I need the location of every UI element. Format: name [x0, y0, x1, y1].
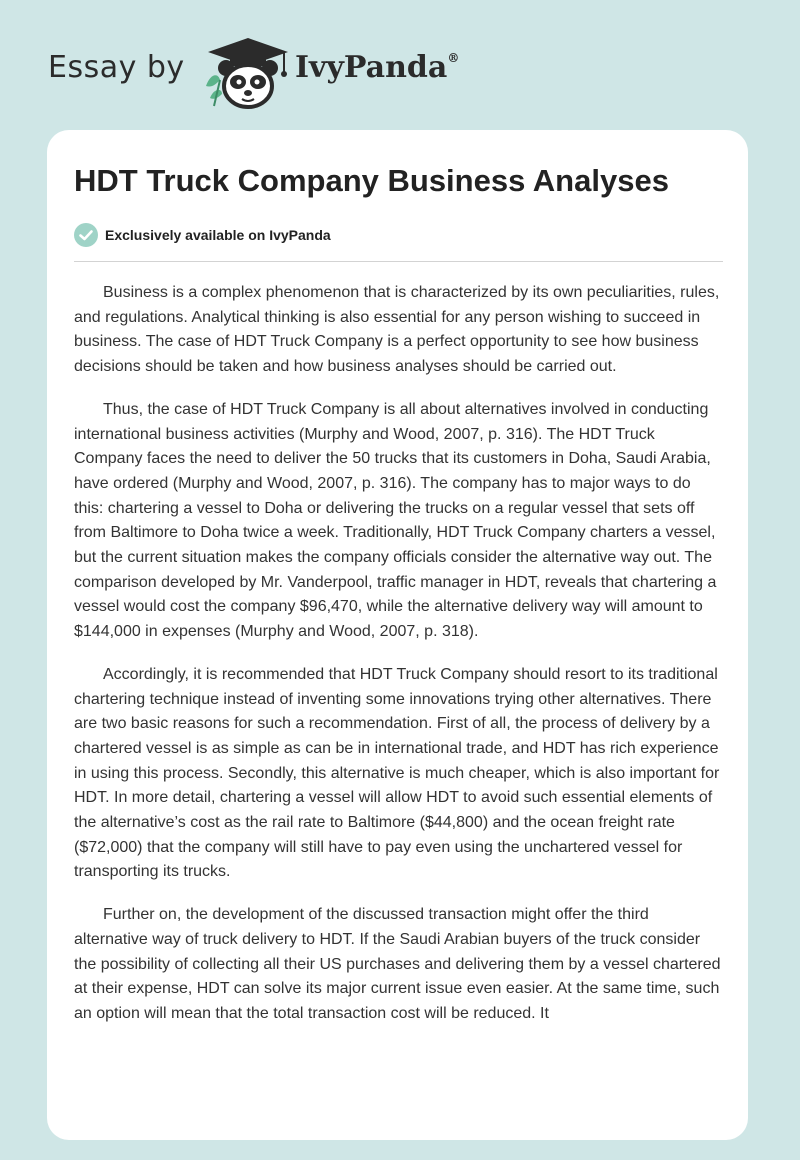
- paragraph: Business is a complex phenomenon that is characterized by its own peculiarities, rules, and regulations. Analytical thinking is also essential for any person wishing to succeed in business. The case of HDT Truck Company is a perfect opportunity to see how business decisions should be taken and how business analyses should be carried out.: [74, 284, 720, 376]
- exclusive-badge: [74, 223, 331, 247]
- check-circle-icon: [74, 223, 98, 247]
- divider: [74, 261, 723, 262]
- paragraph: Accordingly, it is recommended that HDT Truck Company should resort to its traditional chartering technique instead of inventing some innovations trying other alternatives. There are two basic reasons for such a recommendation. First of all, the process of delivery by a chartered vessel is as simple as can be in international trade, and HDT has rich experience in using this process. Secondly, this alternative is much cheaper, which is also important for HDT. In more detail, chartering a vessel will allow HDT to avoid such essential elements of the alternative’s cost as the rail rate to Baltimore ($44,800) and the ocean freight rate ($72,000) that the company will still have to pay even using the unchartered vessel for transporting its trucks.: [74, 665, 720, 881]
- registered-mark: ®: [447, 51, 460, 65]
- essay-by-label: Essay by: [48, 50, 185, 85]
- paragraph: Thus, the case of HDT Truck Company is all about alternatives involved in conducting international business activities (Murphy and Wood, 2007, p. 316). The HDT Truck Company faces the need to deliver the 50 trucks that its customers in Doha, Saudi Arabia, have ordered (Murphy and Wood, 2007, p. 316). The company has to major ways to do this: chartering a vessel to Doha or delivering the trucks on a regular vessel that sets off from Baltimore to Doha twice a week. Traditionally, HDT Truck Company charters a vessel, but the current situation makes the company officials consider the alternative way out. The comparison developed by Mr. Vanderpool, traffic manager in HDT, reveals that chartering a vessel would cost the company $96,470, while the alternative delivery way will amount to $144,000 in expenses (Murphy and Wood, 2007, p. 318).: [74, 400, 717, 641]
- brand-text: IvyPanda: [295, 50, 448, 85]
- brand-name: [295, 50, 459, 85]
- exclusive-label: Exclusively available on IvyPanda: [105, 227, 331, 243]
- page-title: HDT Truck Company Business Analyses: [74, 163, 669, 198]
- essay-card: [47, 130, 748, 1140]
- panda-graduate-icon: [200, 36, 292, 110]
- essay-body: [74, 281, 724, 1045]
- site-header: [0, 0, 800, 130]
- paragraph: Further on, the development of the discussed transaction might offer the third alternative way of truck delivery to HDT. If the Saudi Arabian buyers of the truck consider the possibility of collecting all their US purchases and delivering them by a vessel chartered at their expense, HDT can solve its major current issue even easier. At the same time, such an option will mean that the total transaction cost will be reduced. It: [74, 906, 721, 1022]
